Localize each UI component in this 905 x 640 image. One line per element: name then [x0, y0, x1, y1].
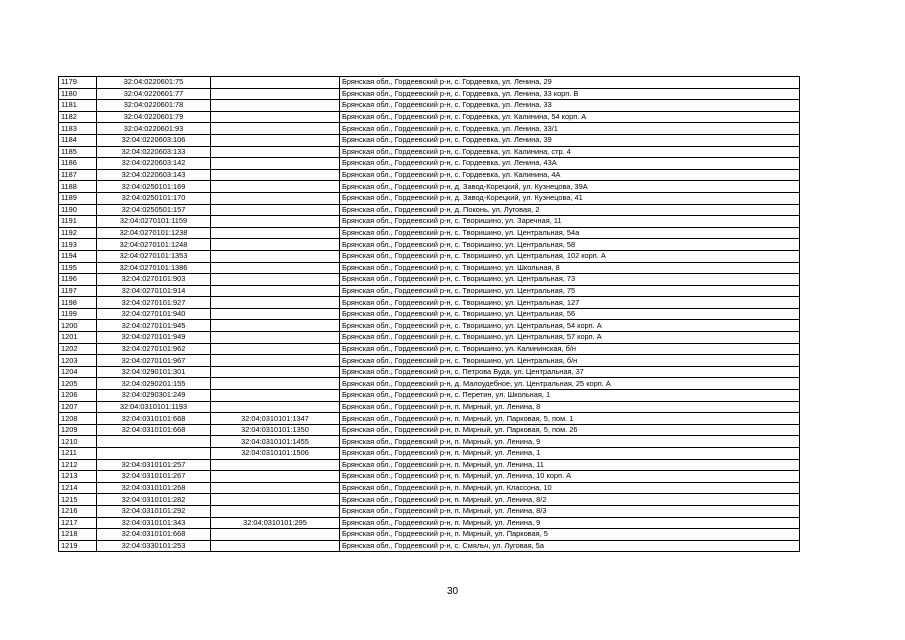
row-number-cell: 1189: [59, 192, 97, 204]
cadastral-number-cell: 32:04:0270101:967: [97, 355, 211, 367]
table-row: [59, 471, 800, 483]
table-row: [59, 459, 800, 471]
row-number-cell: 1188: [59, 181, 97, 193]
cadastral-number-cell: 32:04:0220601:79: [97, 111, 211, 123]
related-cadastral-number-cell: 32:04:0310101:295: [211, 517, 340, 529]
table-row: [59, 227, 800, 239]
cadastral-number-cell: 32:04:0250501:157: [97, 204, 211, 216]
table-row: [59, 204, 800, 216]
cadastral-number-cell: 32:04:0220601:77: [97, 88, 211, 100]
row-number-cell: 1207: [59, 401, 97, 413]
cadastral-number-cell: 32:04:0270101:1353: [97, 250, 211, 262]
table-row: [59, 308, 800, 320]
table-row: [59, 343, 800, 355]
cadastral-number-cell: 32:04:0310101:268: [97, 482, 211, 494]
related-cadastral-number-cell: [211, 540, 340, 552]
address-cell: Брянская обл., Гордеевский р-н, с. Творишино, ул. Заречная, 11: [340, 216, 800, 228]
related-cadastral-number-cell: [211, 459, 340, 471]
cadastral-number-cell: 32:04:0250101:169: [97, 181, 211, 193]
address-cell: Брянская обл., Гордеевский р-н, с. Творишино, ул. Центральная, 127: [340, 297, 800, 309]
address-cell: Брянская обл., Гордеевский р-н, с. Петрова Буда, ул. Центральная, 37: [340, 366, 800, 378]
table-row: [59, 134, 800, 146]
table-row: [59, 355, 800, 367]
cadastral-number-cell: 32:04:0290201:155: [97, 378, 211, 390]
row-number-cell: 1215: [59, 494, 97, 506]
cadastral-number-cell: 32:04:0220601:93: [97, 123, 211, 135]
table-row: [59, 181, 800, 193]
related-cadastral-number-cell: [211, 123, 340, 135]
row-number-cell: 1199: [59, 308, 97, 320]
related-cadastral-number-cell: [211, 332, 340, 344]
address-cell: Брянская обл., Гордеевский р-н, д. Малоудебное, ул. Центральная, 25 корп. А: [340, 378, 800, 390]
related-cadastral-number-cell: [211, 320, 340, 332]
address-cell: Брянская обл., Гордеевский р-н, п. Мирный, ул. Ленина, 8: [340, 401, 800, 413]
row-number-cell: 1180: [59, 88, 97, 100]
cadastral-number-cell: 32:04:0310101:1193: [97, 401, 211, 413]
row-number-cell: 1218: [59, 529, 97, 541]
cadastral-number-cell: [97, 448, 211, 460]
cadastral-number-cell: 32:04:0310101:668: [97, 424, 211, 436]
row-number-cell: 1186: [59, 158, 97, 170]
table-row: [59, 540, 800, 552]
address-cell: Брянская обл., Гордеевский р-н, с. Творишино, ул. Центральная, 54а: [340, 227, 800, 239]
related-cadastral-number-cell: [211, 169, 340, 181]
row-number-cell: 1195: [59, 262, 97, 274]
row-number-cell: 1211: [59, 448, 97, 460]
address-cell: Брянская обл., Гордеевский р-н, с. Творишино, ул. Калининская, б/н: [340, 343, 800, 355]
address-cell: Брянская обл., Гордеевский р-н, с. Творишино, ул. Центральная, 75: [340, 285, 800, 297]
table-row: [59, 366, 800, 378]
cadastral-number-cell: 32:04:0270101:962: [97, 343, 211, 355]
related-cadastral-number-cell: [211, 216, 340, 228]
row-number-cell: 1208: [59, 413, 97, 425]
table-row: [59, 285, 800, 297]
cadastral-number-cell: 32:04:0270101:927: [97, 297, 211, 309]
address-cell: Брянская обл., Гордеевский р-н, с. Творишино, ул. Школьная, 8: [340, 262, 800, 274]
address-cell: Брянская обл., Гордеевский р-н, п. Мирный, ул. Ленина, 1: [340, 448, 800, 460]
table-row: [59, 401, 800, 413]
address-cell: Брянская обл., Гордеевский р-н, д. Завод-Корецкий, ул. Кузнецова, 41: [340, 192, 800, 204]
related-cadastral-number-cell: [211, 181, 340, 193]
cadastral-number-cell: 32:04:0270101:1386: [97, 262, 211, 274]
address-cell: Брянская обл., Гордеевский р-н, с. Творишино, ул. Центральная, 73: [340, 274, 800, 286]
table-row: [59, 100, 800, 112]
related-cadastral-number-cell: [211, 482, 340, 494]
address-cell: Брянская обл., Гордеевский р-н, с. Творишино, ул. Центральная, б/н: [340, 355, 800, 367]
table-row: [59, 517, 800, 529]
cadastral-number-cell: 32:04:0310101:257: [97, 459, 211, 471]
address-cell: Брянская обл., Гордеевский р-н, с. Гордеевка, ул. Ленина, 43А: [340, 158, 800, 170]
table-row: [59, 88, 800, 100]
cadastral-number-cell: 32:04:0310101:668: [97, 413, 211, 425]
related-cadastral-number-cell: [211, 366, 340, 378]
row-number-cell: 1203: [59, 355, 97, 367]
related-cadastral-number-cell: [211, 343, 340, 355]
address-cell: Брянская обл., Гордеевский р-н, п. Мирный, ул. Парковая, 5, пом. 1: [340, 413, 800, 425]
cadastral-number-cell: 32:04:0220603:133: [97, 146, 211, 158]
address-cell: Брянская обл., Гордеевский р-н, с. Смяльч, ул. Луговая, 5а: [340, 540, 800, 552]
related-cadastral-number-cell: [211, 390, 340, 402]
cadastral-number-cell: 32:04:0270101:1159: [97, 216, 211, 228]
cadastral-number-cell: 32:04:0290301:249: [97, 390, 211, 402]
row-number-cell: 1209: [59, 424, 97, 436]
table-row: [59, 448, 800, 460]
related-cadastral-number-cell: [211, 262, 340, 274]
address-cell: Брянская обл., Гордеевский р-н, с. Творишино, ул. Центральная, 56: [340, 308, 800, 320]
address-cell: Брянская обл., Гордеевский р-н, с. Гордеевка, ул. Ленина, 29: [340, 77, 800, 89]
cadastral-number-cell: 32:04:0220601:75: [97, 77, 211, 89]
address-cell: Брянская обл., Гордеевский р-н, п. Мирный, ул. Парковая, 5, пом. 26: [340, 424, 800, 436]
address-cell: Брянская обл., Гордеевский р-н, п. Мирный, ул. Классона, 10: [340, 482, 800, 494]
table-row: [59, 216, 800, 228]
row-number-cell: 1204: [59, 366, 97, 378]
related-cadastral-number-cell: [211, 239, 340, 251]
table-row: [59, 436, 800, 448]
table-row: [59, 250, 800, 262]
related-cadastral-number-cell: [211, 378, 340, 390]
related-cadastral-number-cell: [211, 111, 340, 123]
table-row: [59, 320, 800, 332]
table-row: [59, 378, 800, 390]
row-number-cell: 1205: [59, 378, 97, 390]
row-number-cell: 1191: [59, 216, 97, 228]
row-number-cell: 1217: [59, 517, 97, 529]
address-cell: Брянская обл., Гордеевский р-н, с. Гордеевка, ул. Калинина, стр. 4: [340, 146, 800, 158]
table-row: [59, 482, 800, 494]
cadastral-number-cell: [97, 436, 211, 448]
table-row: [59, 158, 800, 170]
row-number-cell: 1190: [59, 204, 97, 216]
row-number-cell: 1197: [59, 285, 97, 297]
row-number-cell: 1212: [59, 459, 97, 471]
related-cadastral-number-cell: [211, 146, 340, 158]
row-number-cell: 1196: [59, 274, 97, 286]
related-cadastral-number-cell: [211, 134, 340, 146]
cadastral-number-cell: 32:04:0270101:940: [97, 308, 211, 320]
row-number-cell: 1198: [59, 297, 97, 309]
table-row: [59, 413, 800, 425]
cadastral-number-cell: 32:04:0220603:143: [97, 169, 211, 181]
cadastral-number-cell: 32:04:0330101:253: [97, 540, 211, 552]
row-number-cell: 1200: [59, 320, 97, 332]
row-number-cell: 1219: [59, 540, 97, 552]
related-cadastral-number-cell: [211, 308, 340, 320]
address-cell: Брянская обл., Гордеевский р-н, с. Гордеевка, ул. Ленина, 33: [340, 100, 800, 112]
related-cadastral-number-cell: [211, 505, 340, 517]
row-number-cell: 1201: [59, 332, 97, 344]
related-cadastral-number-cell: 32:04:0310101:1347: [211, 413, 340, 425]
property-registry-table: [58, 76, 800, 552]
cadastral-number-cell: 32:04:0310101:267: [97, 471, 211, 483]
cadastral-number-cell: 32:04:0310101:292: [97, 505, 211, 517]
table-row: [59, 77, 800, 89]
cadastral-number-cell: 32:04:0290101:301: [97, 366, 211, 378]
address-cell: Брянская обл., Гордеевский р-н, с. Гордеевка, ул. Ленина, 33 корп. В: [340, 88, 800, 100]
address-cell: Брянская обл., Гордеевский р-н, с. Творишино, ул. Центральная, 57 корп. А: [340, 332, 800, 344]
registry-table-body: [59, 77, 800, 552]
cadastral-number-cell: 32:04:0270101:1238: [97, 227, 211, 239]
cadastral-number-cell: 32:04:0270101:903: [97, 274, 211, 286]
table-row: [59, 390, 800, 402]
cadastral-number-cell: 32:04:0220601:78: [97, 100, 211, 112]
related-cadastral-number-cell: 32:04:0310101:1506: [211, 448, 340, 460]
table-row: [59, 494, 800, 506]
table-row: [59, 505, 800, 517]
related-cadastral-number-cell: [211, 77, 340, 89]
address-cell: Брянская обл., Гордеевский р-н, с. Творишино, ул. Центральная, 58: [340, 239, 800, 251]
related-cadastral-number-cell: [211, 471, 340, 483]
cadastral-number-cell: 32:04:0270101:1248: [97, 239, 211, 251]
cadastral-number-cell: 32:04:0310101:343: [97, 517, 211, 529]
row-number-cell: 1192: [59, 227, 97, 239]
address-cell: Брянская обл., Гордеевский р-н, п. Мирный, ул. Ленина, 9: [340, 517, 800, 529]
related-cadastral-number-cell: [211, 250, 340, 262]
row-number-cell: 1182: [59, 111, 97, 123]
row-number-cell: 1185: [59, 146, 97, 158]
related-cadastral-number-cell: [211, 227, 340, 239]
address-cell: Брянская обл., Гордеевский р-н, п. Мирный, ул. Ленина, 8/3: [340, 505, 800, 517]
related-cadastral-number-cell: [211, 529, 340, 541]
row-number-cell: 1184: [59, 134, 97, 146]
related-cadastral-number-cell: [211, 297, 340, 309]
related-cadastral-number-cell: [211, 204, 340, 216]
address-cell: Брянская обл., Гордеевский р-н, п. Мирный, ул. Парковая, 5: [340, 529, 800, 541]
table-row: [59, 169, 800, 181]
cadastral-number-cell: 32:04:0220603:106: [97, 134, 211, 146]
related-cadastral-number-cell: [211, 274, 340, 286]
related-cadastral-number-cell: [211, 494, 340, 506]
address-cell: Брянская обл., Гордеевский р-н, д. Завод-Корецкий, ул. Кузнецова, 39А: [340, 181, 800, 193]
cadastral-number-cell: 32:04:0270101:949: [97, 332, 211, 344]
address-cell: Брянская обл., Гордеевский р-н, с. Гордеевка, ул. Калинина, 4А: [340, 169, 800, 181]
row-number-cell: 1202: [59, 343, 97, 355]
address-cell: Брянская обл., Гордеевский р-н, п. Мирный, ул. Ленина, 9: [340, 436, 800, 448]
address-cell: Брянская обл., Гордеевский р-н, п. Мирный, ул. Ленина, 8/2: [340, 494, 800, 506]
address-cell: Брянская обл., Гордеевский р-н, с. Творишино, ул. Центральная, 54 корп. А: [340, 320, 800, 332]
address-cell: Брянская обл., Гордеевский р-н, п. Мирный, ул. Ленина, 11: [340, 459, 800, 471]
table-row: [59, 239, 800, 251]
table-row: [59, 146, 800, 158]
related-cadastral-number-cell: [211, 355, 340, 367]
row-number-cell: 1181: [59, 100, 97, 112]
row-number-cell: 1187: [59, 169, 97, 181]
address-cell: Брянская обл., Гордеевский р-н, с. Перетин, ул. Школьная, 1: [340, 390, 800, 402]
address-cell: Брянская обл., Гордеевский р-н, п. Мирный, ул. Ленина, 10 корп. А: [340, 471, 800, 483]
address-cell: Брянская обл., Гордеевский р-н, д. Поконь, ул. Луговая, 2: [340, 204, 800, 216]
cadastral-number-cell: 32:04:0270101:914: [97, 285, 211, 297]
cadastral-number-cell: 32:04:0310101:282: [97, 494, 211, 506]
cadastral-number-cell: 32:04:0220603:142: [97, 158, 211, 170]
cadastral-number-cell: 32:04:0250101:170: [97, 192, 211, 204]
related-cadastral-number-cell: [211, 285, 340, 297]
related-cadastral-number-cell: [211, 88, 340, 100]
table-row: [59, 123, 800, 135]
related-cadastral-number-cell: [211, 100, 340, 112]
table-row: [59, 274, 800, 286]
row-number-cell: 1179: [59, 77, 97, 89]
table-row: [59, 262, 800, 274]
table-row: [59, 297, 800, 309]
table-row: [59, 332, 800, 344]
cadastral-number-cell: 32:04:0310101:668: [97, 529, 211, 541]
table-row: [59, 192, 800, 204]
address-cell: Брянская обл., Гордеевский р-н, с. Гордеевка, ул. Ленина, 39: [340, 134, 800, 146]
table-row: [59, 111, 800, 123]
row-number-cell: 1193: [59, 239, 97, 251]
row-number-cell: 1194: [59, 250, 97, 262]
row-number-cell: 1183: [59, 123, 97, 135]
row-number-cell: 1210: [59, 436, 97, 448]
address-cell: Брянская обл., Гордеевский р-н, с. Творишино, ул. Центральная, 102 корп. А: [340, 250, 800, 262]
table-row: [59, 529, 800, 541]
address-cell: Брянская обл., Гордеевский р-н, с. Гордеевка, ул. Ленина, 33/1: [340, 123, 800, 135]
address-cell: Брянская обл., Гордеевский р-н, с. Гордеевка, ул. Калинина, 54 корп. А: [340, 111, 800, 123]
related-cadastral-number-cell: 32:04:0310101:1455: [211, 436, 340, 448]
row-number-cell: 1216: [59, 505, 97, 517]
related-cadastral-number-cell: [211, 192, 340, 204]
row-number-cell: 1206: [59, 390, 97, 402]
table-row: [59, 424, 800, 436]
row-number-cell: 1213: [59, 471, 97, 483]
page-number: 30: [446, 586, 459, 597]
related-cadastral-number-cell: 32:04:0310101:1350: [211, 424, 340, 436]
related-cadastral-number-cell: [211, 401, 340, 413]
cadastral-number-cell: 32:04:0270101:945: [97, 320, 211, 332]
related-cadastral-number-cell: [211, 158, 340, 170]
row-number-cell: 1214: [59, 482, 97, 494]
